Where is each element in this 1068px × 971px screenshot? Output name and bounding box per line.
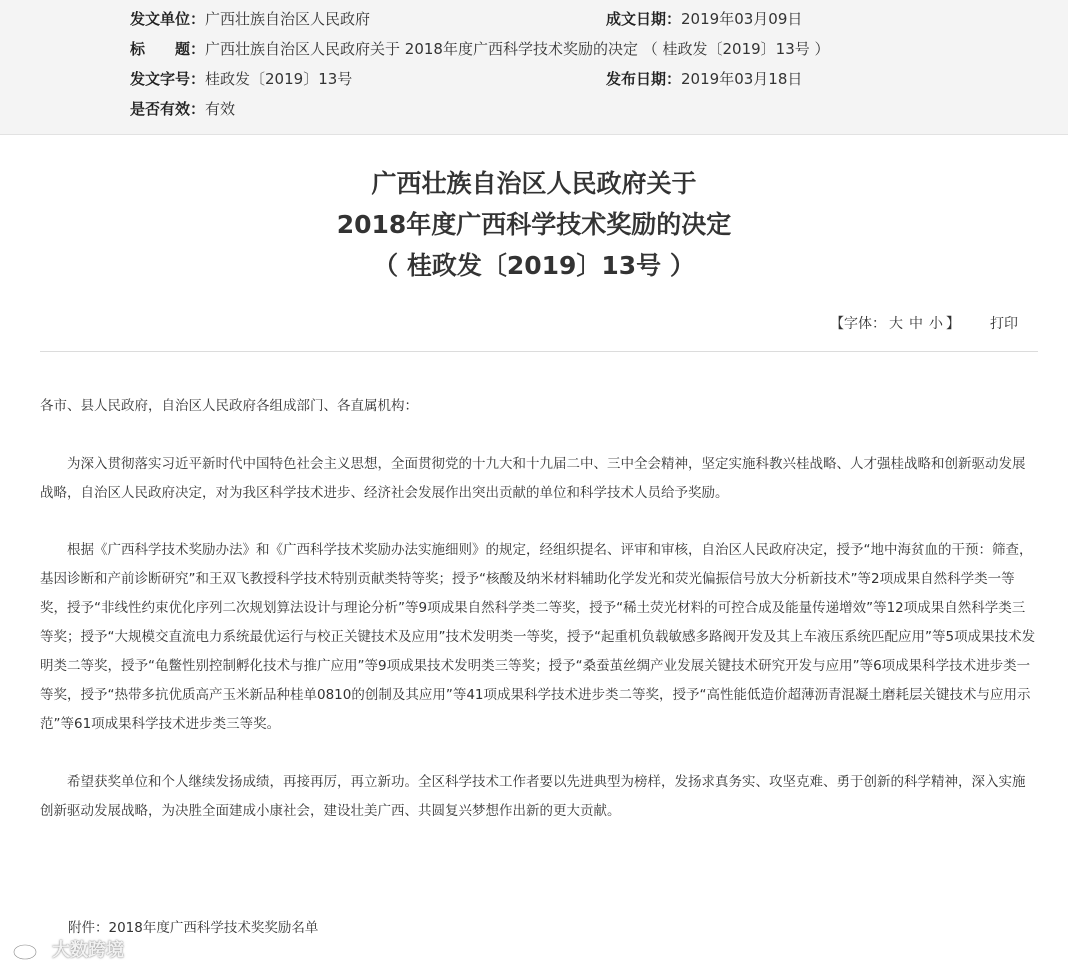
- weibo-logo-icon: [12, 937, 46, 961]
- page-title-line-1: 广西壮族自治区人民政府关于: [371, 169, 697, 198]
- paragraph-3: [40, 768, 1038, 826]
- watermark: [12, 936, 124, 962]
- paragraph-1: [40, 450, 1038, 508]
- print-button[interactable]: 打印: [990, 316, 1018, 332]
- valid-value: 有效: [205, 100, 236, 118]
- title-row: [130, 39, 830, 59]
- valid-row: [130, 99, 235, 119]
- page-title-line-3: （ 桂政发〔2019〕13号 ）: [373, 251, 695, 280]
- divider: [40, 351, 1038, 352]
- document-metadata: [0, 0, 1068, 135]
- paragraph-2: [40, 536, 1038, 739]
- issuer-value: 广西壮族自治区人民政府: [205, 10, 371, 28]
- docno-value: 桂政发〔2019〕13号: [205, 70, 353, 88]
- font-size-bracket-close: 】: [946, 316, 960, 332]
- pubdate-row: [606, 69, 802, 89]
- page-title-line-2: 2018年度广西科学技术奖励的决定: [336, 210, 732, 239]
- font-size-large-button[interactable]: 大: [889, 316, 903, 332]
- salutation: 各市、县人民政府，自治区人民政府各组成部门、各直属机构：: [40, 398, 418, 414]
- font-size-control: [830, 314, 960, 334]
- valid-label: 是否有效：: [130, 100, 206, 118]
- docno-row: [130, 69, 352, 89]
- issuer-label: 发文单位：: [130, 10, 206, 28]
- title-label: 标 题：: [130, 40, 206, 58]
- pubdate-value: 2019年03月18日: [681, 70, 803, 88]
- font-size-small-button[interactable]: 小: [929, 316, 943, 332]
- docno-label: 发文字号：: [130, 70, 206, 88]
- paragraph-2-text: 根据《广西科学技术奖励办法》和《广西科学技术奖励办法实施细则》的规定，经组织提名、评审和审核，自治区人民政府决定，授予“地中海贫血的干预：筛查，基因诊断和产前诊断研究”和王双飞教授科学技术特别贡献类特等奖；授予“核酸及纳米材料辅助化学发光和荧光偏振信号放大分析新技术”等2项成果自然科学类一等奖，授予“非线性约束优化序列二次规划算法设计与理论分析”等9项成果自然科学类二等奖，授予“稀土荧光材料的可控合成及能量传递增效”等12项成果自然科学类三等奖；授予“大规模交直流电力系统最优运行与校正关键技术及应用”技术发明类一等奖，授予“起重机负载敏感多路阀开发及其上车液压系统匹配应用”等5项成果技术发明类二等奖，授予“龟鳖性别控制孵化技术与推广应用”等9项成果技术发明类三等奖；授予“桑蚕茧丝绸产业发展关键技术研究开发与应用”等6项成果科学技术进步类一等奖，授予“热带多抗优质高产玉米新品种桂单0810的创制及其应用”等41项成果科学技术进步类二等奖，授予“高性能低造价超薄沥青混凝土磨耗层关键技术与应用示范”等61项成果科学技术进步类三等奖。: [40, 542, 1036, 732]
- watermark-text: 大数跨境: [52, 940, 124, 961]
- font-size-medium-button[interactable]: 中: [909, 316, 923, 332]
- attachment-link[interactable]: 附件：2018年度广西科学技术奖奖励名单: [68, 920, 319, 936]
- date-value: 2019年03月09日: [681, 10, 803, 28]
- date-label: 成文日期：: [606, 10, 682, 28]
- font-size-label: 【字体：: [830, 316, 886, 332]
- date-row: [606, 9, 802, 29]
- paragraph-3-text: 希望获奖单位和个人继续发扬成绩，再接再厉，再立新功。全区科学技术工作者要以先进典型为榜样，发扬求真务实、攻坚克难、勇于创新的科学精神，深入实施创新驱动发展战略，为决胜全面建成小康社会，建设壮美广西、共圆复兴梦想作出新的更大贡献。: [40, 774, 1026, 819]
- pubdate-label: 发布日期：: [606, 70, 682, 88]
- issuer-row: [130, 9, 370, 29]
- paragraph-1-text: 为深入贯彻落实习近平新时代中国特色社会主义思想，全面贯彻党的十九大和十九届二中、三中全会精神，坚定实施科教兴桂战略、人才强桂战略和创新驱动发展战略，自治区人民政府决定，对为我区科学技术进步、经济社会发展作出突出贡献的单位和科学技术人员给予奖励。: [40, 456, 1026, 501]
- title-value: 广西壮族自治区人民政府关于 2018年度广西科学技术奖励的决定 （ 桂政发〔2019〕13号 ）: [205, 40, 830, 58]
